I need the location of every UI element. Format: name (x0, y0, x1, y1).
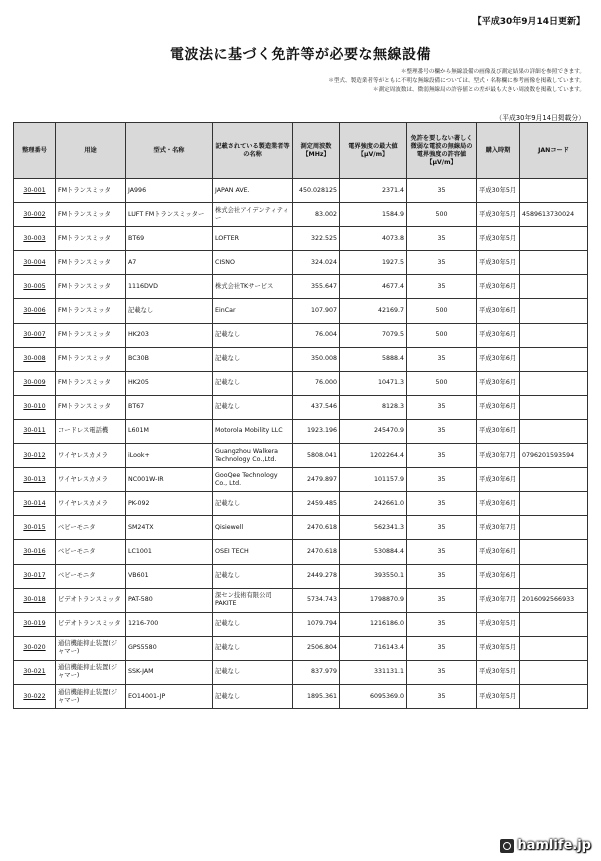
frequency-cell: 437.546 (293, 395, 340, 419)
maker-cell: 記載なし (213, 660, 293, 684)
row-number-link[interactable]: 30-001 (14, 179, 56, 203)
field-strength-cell: 1798870.9 (340, 588, 407, 612)
jan-code-cell (520, 636, 588, 660)
maker-cell: 記載なし (213, 492, 293, 516)
jan-code-cell (520, 347, 588, 371)
col-header-use: 用途 (56, 123, 126, 179)
model-cell: A7 (126, 251, 213, 275)
maker-cell: 株式会社アイデンティティー (213, 203, 293, 227)
table-header-row (14, 123, 588, 179)
field-strength-cell: 331131.1 (340, 660, 407, 684)
maker-cell: Motorola Mobility LLC (213, 419, 293, 443)
use-cell: 通信機能抑止装置(ジャマー) (56, 660, 126, 684)
model-cell: SSK-JAM (126, 660, 213, 684)
purchase-date-cell: 平成30年5月 (477, 612, 520, 636)
model-cell: HK203 (126, 323, 213, 347)
frequency-cell: 2459.485 (293, 492, 340, 516)
table-row (14, 323, 588, 347)
col-header-model: 型式・名称 (126, 123, 213, 179)
maker-cell: JAPAN AVE. (213, 179, 293, 203)
purchase-date-cell: 平成30年6月 (477, 395, 520, 419)
purchase-date-cell: 平成30年7月 (477, 516, 520, 540)
frequency-cell: 76.000 (293, 371, 340, 395)
limit-cell: 35 (407, 636, 477, 660)
purchase-date-cell: 平成30年5月 (477, 660, 520, 684)
frequency-cell: 2506.804 (293, 636, 340, 660)
jan-code-cell (520, 540, 588, 564)
field-strength-cell: 562341.3 (340, 516, 407, 540)
jan-code-cell: 0796201593594 (520, 444, 588, 468)
purchase-date-cell: 平成30年5月 (477, 684, 520, 708)
jan-code-cell (520, 419, 588, 443)
maker-cell: 記載なし (213, 564, 293, 588)
updated-date: 【平成30年9月14日更新】 (472, 17, 585, 27)
frequency-cell: 2479.897 (293, 468, 340, 492)
purchase-date-cell: 平成30年6月 (477, 323, 520, 347)
limit-cell: 500 (407, 299, 477, 323)
jan-code-cell: 2016092566933 (520, 588, 588, 612)
purchase-date-cell: 平成30年5月 (477, 203, 520, 227)
purchase-date-cell: 平成30年5月 (477, 636, 520, 660)
row-number-link[interactable]: 30-003 (14, 227, 56, 251)
field-strength-cell: 1216186.0 (340, 612, 407, 636)
frequency-cell: 5808.041 (293, 444, 340, 468)
field-strength-cell: 242661.0 (340, 492, 407, 516)
field-strength-cell: 6095369.0 (340, 684, 407, 708)
purchase-date-cell: 平成30年5月 (477, 251, 520, 275)
table-row (14, 612, 588, 636)
use-cell: ワイヤレスカメラ (56, 444, 126, 468)
maker-cell: OSEI TECH (213, 540, 293, 564)
jan-code-cell (520, 251, 588, 275)
limit-cell: 500 (407, 323, 477, 347)
table-row (14, 347, 588, 371)
maker-cell: 記載なし (213, 636, 293, 660)
limit-cell: 35 (407, 540, 477, 564)
row-number-link[interactable]: 30-004 (14, 251, 56, 275)
field-strength-cell: 101157.9 (340, 468, 407, 492)
table-row (14, 588, 588, 612)
frequency-cell: 355.647 (293, 275, 340, 299)
frequency-cell: 2470.618 (293, 540, 340, 564)
row-number-link[interactable]: 30-017 (14, 564, 56, 588)
use-cell: FMトランスミッタ (56, 179, 126, 203)
limit-cell: 500 (407, 371, 477, 395)
model-cell: PK-092 (126, 492, 213, 516)
use-cell: FMトランスミッタ (56, 323, 126, 347)
maker-cell: 記載なし (213, 347, 293, 371)
limit-cell: 35 (407, 227, 477, 251)
use-cell: ベビーモニタ (56, 540, 126, 564)
maker-cell: 深セン技術有限公司PAKITE (213, 588, 293, 612)
purchase-date-cell: 平成30年6月 (477, 540, 520, 564)
row-number-link[interactable]: 30-006 (14, 299, 56, 323)
table-row (14, 660, 588, 684)
field-strength-cell: 1584.9 (340, 203, 407, 227)
table-row (14, 227, 588, 251)
field-strength-cell: 4677.4 (340, 275, 407, 299)
page-title: 電波法に基づく免許等が必要な無線設備 (170, 47, 431, 63)
col-header-freq: 測定周波数【MHz】 (293, 123, 340, 179)
purchase-date-cell: 平成30年5月 (477, 179, 520, 203)
limit-cell: 35 (407, 347, 477, 371)
use-cell: ワイヤレスカメラ (56, 492, 126, 516)
limit-cell: 500 (407, 203, 477, 227)
maker-cell: Qisiewell (213, 516, 293, 540)
purchase-date-cell: 平成30年6月 (477, 275, 520, 299)
maker-cell: 記載なし (213, 323, 293, 347)
watermark (500, 838, 591, 853)
jan-code-cell (520, 684, 588, 708)
model-cell: HK205 (126, 371, 213, 395)
row-number-link[interactable]: 30-014 (14, 492, 56, 516)
frequency-cell: 2449.278 (293, 564, 340, 588)
limit-cell: 35 (407, 612, 477, 636)
jan-code-cell (520, 492, 588, 516)
model-cell: L601M (126, 419, 213, 443)
row-number-link[interactable]: 30-021 (14, 660, 56, 684)
row-number-link[interactable]: 30-011 (14, 419, 56, 443)
use-cell: FMトランスミッタ (56, 371, 126, 395)
table-row (14, 468, 588, 492)
purchase-date-cell: 平成30年6月 (477, 468, 520, 492)
limit-cell: 35 (407, 468, 477, 492)
frequency-cell: 76.004 (293, 323, 340, 347)
table-row (14, 251, 588, 275)
col-header-no: 整理番号 (14, 123, 56, 179)
field-strength-cell: 1927.5 (340, 251, 407, 275)
jan-code-cell (520, 299, 588, 323)
use-cell: コードレス電話機 (56, 419, 126, 443)
maker-cell: EinCar (213, 299, 293, 323)
col-header-field: 電界強度の最大値【μV/m】 (340, 123, 407, 179)
jan-code-cell (520, 227, 588, 251)
note-line: ＊型式、製造業者等がともに不明な無線設備については、型式・名称欄に参考画像を掲載しています。 (328, 78, 585, 84)
limit-cell: 35 (407, 588, 477, 612)
frequency-cell: 322.525 (293, 227, 340, 251)
jan-code-cell (520, 516, 588, 540)
field-strength-cell: 2371.4 (340, 179, 407, 203)
table-row (14, 179, 588, 203)
row-number-link[interactable]: 30-010 (14, 395, 56, 419)
frequency-cell: 83.002 (293, 203, 340, 227)
maker-cell: CISNO (213, 251, 293, 275)
use-cell: 通信機能抑止装置(ジャマー) (56, 684, 126, 708)
purchase-date-cell: 平成30年6月 (477, 564, 520, 588)
field-strength-cell: 530884.4 (340, 540, 407, 564)
row-number-link[interactable]: 30-019 (14, 612, 56, 636)
jan-code-cell (520, 468, 588, 492)
use-cell: ビデオトランスミッタ (56, 612, 126, 636)
limit-cell: 35 (407, 684, 477, 708)
limit-cell: 35 (407, 395, 477, 419)
purchase-date-cell: 平成30年7月 (477, 588, 520, 612)
model-cell: PAT-580 (126, 588, 213, 612)
jan-code-cell (520, 275, 588, 299)
maker-cell: 記載なし (213, 612, 293, 636)
notes (328, 68, 585, 95)
row-number-link[interactable]: 30-007 (14, 323, 56, 347)
jan-code-cell (520, 179, 588, 203)
table-row (14, 492, 588, 516)
jan-code-cell (520, 323, 588, 347)
jan-code-cell (520, 660, 588, 684)
row-number-link[interactable]: 30-012 (14, 444, 56, 468)
table-row (14, 419, 588, 443)
equipment-table (13, 122, 588, 709)
table-row (14, 444, 588, 468)
col-header-jan: JANコード (520, 123, 588, 179)
model-cell: NC001W-IR (126, 468, 213, 492)
purchase-date-cell: 平成30年6月 (477, 347, 520, 371)
row-number-link[interactable]: 30-018 (14, 588, 56, 612)
limit-cell: 35 (407, 275, 477, 299)
field-strength-cell: 4073.8 (340, 227, 407, 251)
row-number-link[interactable]: 30-002 (14, 203, 56, 227)
frequency-cell: 2470.618 (293, 516, 340, 540)
jan-code-cell (520, 564, 588, 588)
model-cell: 1116DVD (126, 275, 213, 299)
use-cell: FMトランスミッタ (56, 395, 126, 419)
as-of-date: （平成30年9月14日掲載分） (495, 114, 585, 122)
model-cell: LC1001 (126, 540, 213, 564)
watermark-text: hamlife.jp (517, 838, 591, 853)
frequency-cell: 450.028125 (293, 179, 340, 203)
limit-cell: 35 (407, 564, 477, 588)
row-number-link[interactable]: 30-009 (14, 371, 56, 395)
model-cell: 記載なし (126, 299, 213, 323)
jan-code-cell: 4589613730024 (520, 203, 588, 227)
use-cell: 通信機能抑止装置(ジャマー) (56, 636, 126, 660)
frequency-cell: 837.979 (293, 660, 340, 684)
table-row (14, 275, 588, 299)
model-cell: BC30B (126, 347, 213, 371)
purchase-date-cell: 平成30年6月 (477, 299, 520, 323)
maker-cell: 記載なし (213, 684, 293, 708)
model-cell: VB601 (126, 564, 213, 588)
jan-code-cell (520, 612, 588, 636)
frequency-cell: 350.008 (293, 347, 340, 371)
row-number-link[interactable]: 30-008 (14, 347, 56, 371)
note-line: ＊整理番号の欄から無線設備の画像及び測定結果の詳細を参照できます。 (400, 69, 585, 75)
field-strength-cell: 5888.4 (340, 347, 407, 371)
use-cell: FMトランスミッタ (56, 251, 126, 275)
limit-cell: 35 (407, 516, 477, 540)
model-cell: iLook+ (126, 444, 213, 468)
maker-cell: 株式会社TKサービス (213, 275, 293, 299)
model-cell: SM24TX (126, 516, 213, 540)
use-cell: FMトランスミッタ (56, 299, 126, 323)
field-strength-cell: 1202264.4 (340, 444, 407, 468)
row-number-link[interactable]: 30-020 (14, 636, 56, 660)
model-cell: BT69 (126, 227, 213, 251)
frequency-cell: 5734.743 (293, 588, 340, 612)
field-strength-cell: 10471.3 (340, 371, 407, 395)
maker-cell: 記載なし (213, 371, 293, 395)
model-cell: BT67 (126, 395, 213, 419)
limit-cell: 35 (407, 444, 477, 468)
jan-code-cell (520, 371, 588, 395)
use-cell: FMトランスミッタ (56, 203, 126, 227)
jan-code-cell (520, 395, 588, 419)
use-cell: FMトランスミッタ (56, 347, 126, 371)
purchase-date-cell: 平成30年6月 (477, 371, 520, 395)
table-row (14, 203, 588, 227)
row-number-link[interactable]: 30-013 (14, 468, 56, 492)
limit-cell: 35 (407, 660, 477, 684)
use-cell: ワイヤレスカメラ (56, 468, 126, 492)
purchase-date-cell: 平成30年6月 (477, 419, 520, 443)
model-cell: 1216-700 (126, 612, 213, 636)
row-number-link[interactable]: 30-016 (14, 540, 56, 564)
frequency-cell: 1923.196 (293, 419, 340, 443)
field-strength-cell: 7079.5 (340, 323, 407, 347)
use-cell: ベビーモニタ (56, 516, 126, 540)
use-cell: FMトランスミッタ (56, 275, 126, 299)
maker-cell: 記載なし (213, 395, 293, 419)
row-number-link[interactable]: 30-005 (14, 275, 56, 299)
col-header-maker: 記載されている製造業者等の名称 (213, 123, 293, 179)
field-strength-cell: 42169.7 (340, 299, 407, 323)
maker-cell: LOFTER (213, 227, 293, 251)
limit-cell: 35 (407, 179, 477, 203)
model-cell: GPS5580 (126, 636, 213, 660)
use-cell: ビデオトランスミッタ (56, 588, 126, 612)
purchase-date-cell: 平成30年5月 (477, 227, 520, 251)
maker-cell: Guangzhou Walkera Technology Co.,Ltd. (213, 444, 293, 468)
field-strength-cell: 245470.9 (340, 419, 407, 443)
table-row (14, 564, 588, 588)
limit-cell: 35 (407, 419, 477, 443)
maker-cell: GooQee Technology Co., Ltd. (213, 468, 293, 492)
hamlife-logo-icon (500, 839, 514, 853)
table-row (14, 395, 588, 419)
table-row (14, 540, 588, 564)
model-cell: EO14001-JP (126, 684, 213, 708)
frequency-cell: 324.024 (293, 251, 340, 275)
field-strength-cell: 716143.4 (340, 636, 407, 660)
col-header-date: 購入時期 (477, 123, 520, 179)
row-number-link[interactable]: 30-022 (14, 684, 56, 708)
field-strength-cell: 393550.1 (340, 564, 407, 588)
model-cell: JA996 (126, 179, 213, 203)
limit-cell: 35 (407, 251, 477, 275)
purchase-date-cell: 平成30年7月 (477, 444, 520, 468)
table-row (14, 299, 588, 323)
table-row (14, 684, 588, 708)
col-header-limit: 免許を要しない著しく微弱な電波の無線局の電界強度の許容値【μV/m】 (407, 123, 477, 179)
frequency-cell: 107.907 (293, 299, 340, 323)
row-number-link[interactable]: 30-015 (14, 516, 56, 540)
use-cell: ベビーモニタ (56, 564, 126, 588)
limit-cell: 35 (407, 492, 477, 516)
model-cell: LUFT FMトランスミッター (126, 203, 213, 227)
note-line: ＊測定周波数は、微弱無線局の許容値との差が最も大きい周波数を掲載しています。 (372, 87, 585, 93)
table-row (14, 371, 588, 395)
frequency-cell: 1895.361 (293, 684, 340, 708)
field-strength-cell: 8128.3 (340, 395, 407, 419)
frequency-cell: 1079.794 (293, 612, 340, 636)
purchase-date-cell: 平成30年6月 (477, 492, 520, 516)
table-row (14, 516, 588, 540)
use-cell: FMトランスミッタ (56, 227, 126, 251)
table-row (14, 636, 588, 660)
